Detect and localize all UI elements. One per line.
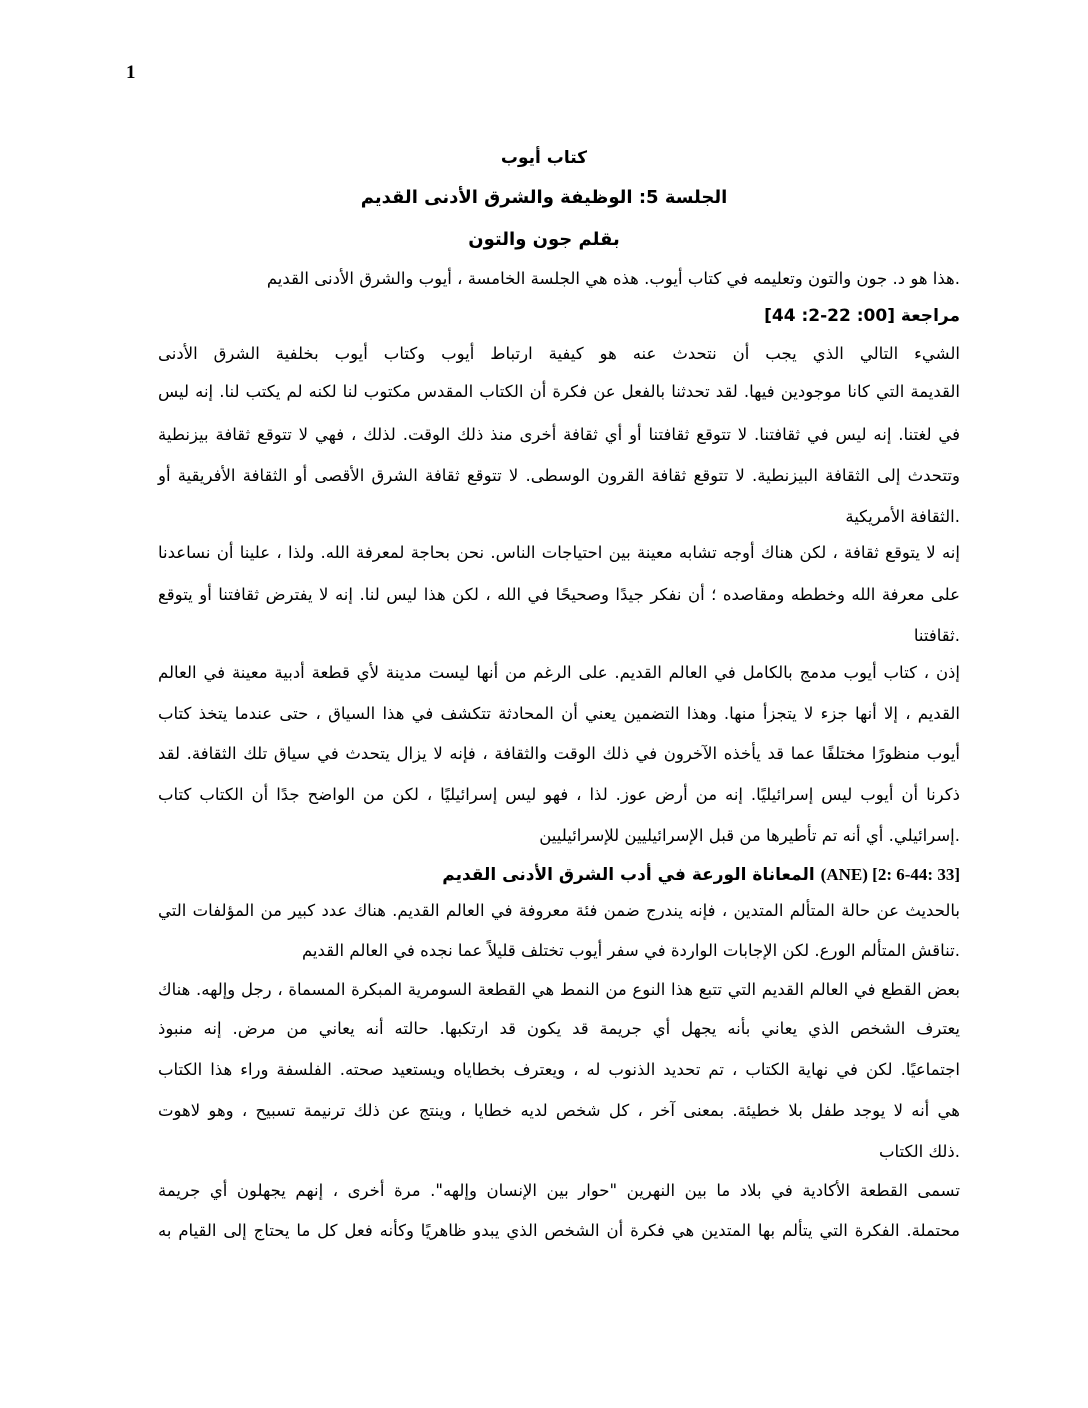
paragraph-line: ذكرنا أن أيوب ليس إسرائيليًا. إنه من أرض عوز. لذا ، فهو ليس إسرائيليًا ، لكن من الواضح جدًا أن الكتاب كتاب [158,785,960,804]
section-heading-ref: [33 :6-44 :2] (ANE) [820,865,960,884]
paragraph-line: بالحديث عن حالة المتألم المتدين ، فإنه يندرج ضمن فئة معروفة في العالم القديم. هناك عدد كبير من المؤلفات التي [158,901,960,920]
section-heading-review: مراجعة [00: 22-2: 44] [764,306,960,326]
paragraph-line: .ذلك الكتاب [878,1142,960,1161]
intro-paragraph: .هذا هو د. جون والتون وتعليمه في كتاب أيوب. هذه هي الجلسة الخامسة ، أيوب والشرق الأدنى القديم [266,269,960,288]
session-subtitle: الجلسة 5: الوظيفة والشرق الأدنى القديم [360,187,728,208]
paragraph-line: أيوب منظورًا مختلفًا عما قد يأخذه الآخرون في ذلك الوقت والثقافة ، فإنه لا يزال يتحدث في سياق تلك الثقافة. لقد [158,744,960,763]
paragraph-line: .الثقافة الأمريكية [845,507,960,526]
paragraph-line: اجتماعيًا. لكن في نهاية الكتاب ، تم تحديد الذنوب له ، ويعترف بخطاياه ويستعيد صحته. الفلسفة وراء هذا الكتاب [158,1060,960,1079]
paragraph-line: يعترف الشخص الذي يعاني بأنه يجهل أي جريمة قد يكون قد ارتكبها. حالته أنه يعاني من مرض. إنه منبوذ [158,1019,960,1038]
paragraph-line: إذن ، كتاب أيوب مدمج بالكامل في العالم القديم. على الرغم من أنها ليست مدينة لأي قطعة أدبية معينة في العالم [158,663,960,682]
paragraph-line: بعض القطع في العالم القديم التي تتبع هذا النوع من النمط هي القطعة السومرية المبكرة المسماة ، رجل وإلهه. هناك [158,980,960,999]
paragraph-line: في لغتنا. إنه ليس في ثقافتنا. لا تتوقع ثقافتنا أو أي ثقافة أخرى منذ ذلك الوقت. لذلك ، فهي لا تتوقع ثقافة بيزنطية [158,425,960,444]
paragraph-line: إنه لا يتوقع ثقافة ، لكن هناك أوجه تشابه معينة بين احتياجات الناس. نحن بحاجة لمعرفة الله. ولذا ، علينا أن نساعدنا [158,543,960,562]
author-line: بقلم جون والتون [468,229,620,250]
paragraph-line: تسمى القطعة الأكادية في بلاد ما بين النهرين "حوار بين الإنسان وإلهه". مرة أخرى ، إنهم يجهلون أي جريمة [158,1181,960,1200]
paragraph-line: هي أنه لا يوجد طفل بلا خطيئة. بمعنى آخر ، كل شخص لديه خطايا ، وينتج عن ذلك ترنيمة تسبيح ، وهو لاهوت [158,1101,960,1120]
paragraph-line: الشيء التالي الذي يجب أن نتحدث عنه هو كيفية ارتباط أيوب وكتاب أيوب بخلفية الشرق الأدنى [158,344,960,363]
section-heading-text: المعاناة الورعة في أدب الشرق الأدنى القديم [442,865,815,885]
paragraph-line: القديم ، إلا أنها جزء لا يتجزأ منها. وهذا التضمين يعني أن المحادثة تتكشف في هذا السياق ، حتى عندما يتخذ كتاب [158,704,960,723]
paragraph-line: القديمة التي كانا موجودين فيها. لقد تحدثنا بالفعل عن فكرة أن الكتاب المقدس مكتوب لنا لكنه لم يكتب لنا. إنه ليس [158,382,960,401]
paragraph-line: .ثقافتنا [913,626,960,645]
paragraph-line: .إسرائيلي. أي أنه تم تأطيرها من قبل الإسرائيليين للإسرائيليين [539,826,960,845]
paragraph-line: .تناقش المتألم الورع. لكن الإجابات الواردة في سفر أيوب تختلف قليلاً عما نجده في العالم القديم [301,941,960,960]
paragraph-line: على معرفة الله وخططه ومقاصده ؛ أن نفكر جيدًا وصحيحًا في الله ، لكن هذا ليس لنا. إنه لا يفترض ثقافتنا أو يتوقع [158,585,960,604]
paragraph-line: محتملة. الفكرة التي يتألم بها المتدين هي فكرة أن الشخص الذي يبدو ظاهريًا وكأنه فعل كل ما يحتاج إلى القيام به [158,1221,960,1240]
document-title: كتاب أيوب [500,148,588,168]
page-number: 1 [126,62,136,83]
section-heading-ane [158,864,960,886]
paragraph-line: وتتحدث إلى الثقافة البيزنطية. لا تتوقع ثقافة القرون الوسطى. لا تتوقع ثقافة الشرق الأقصى أو الثقافة الأفريقية أو [158,466,960,485]
